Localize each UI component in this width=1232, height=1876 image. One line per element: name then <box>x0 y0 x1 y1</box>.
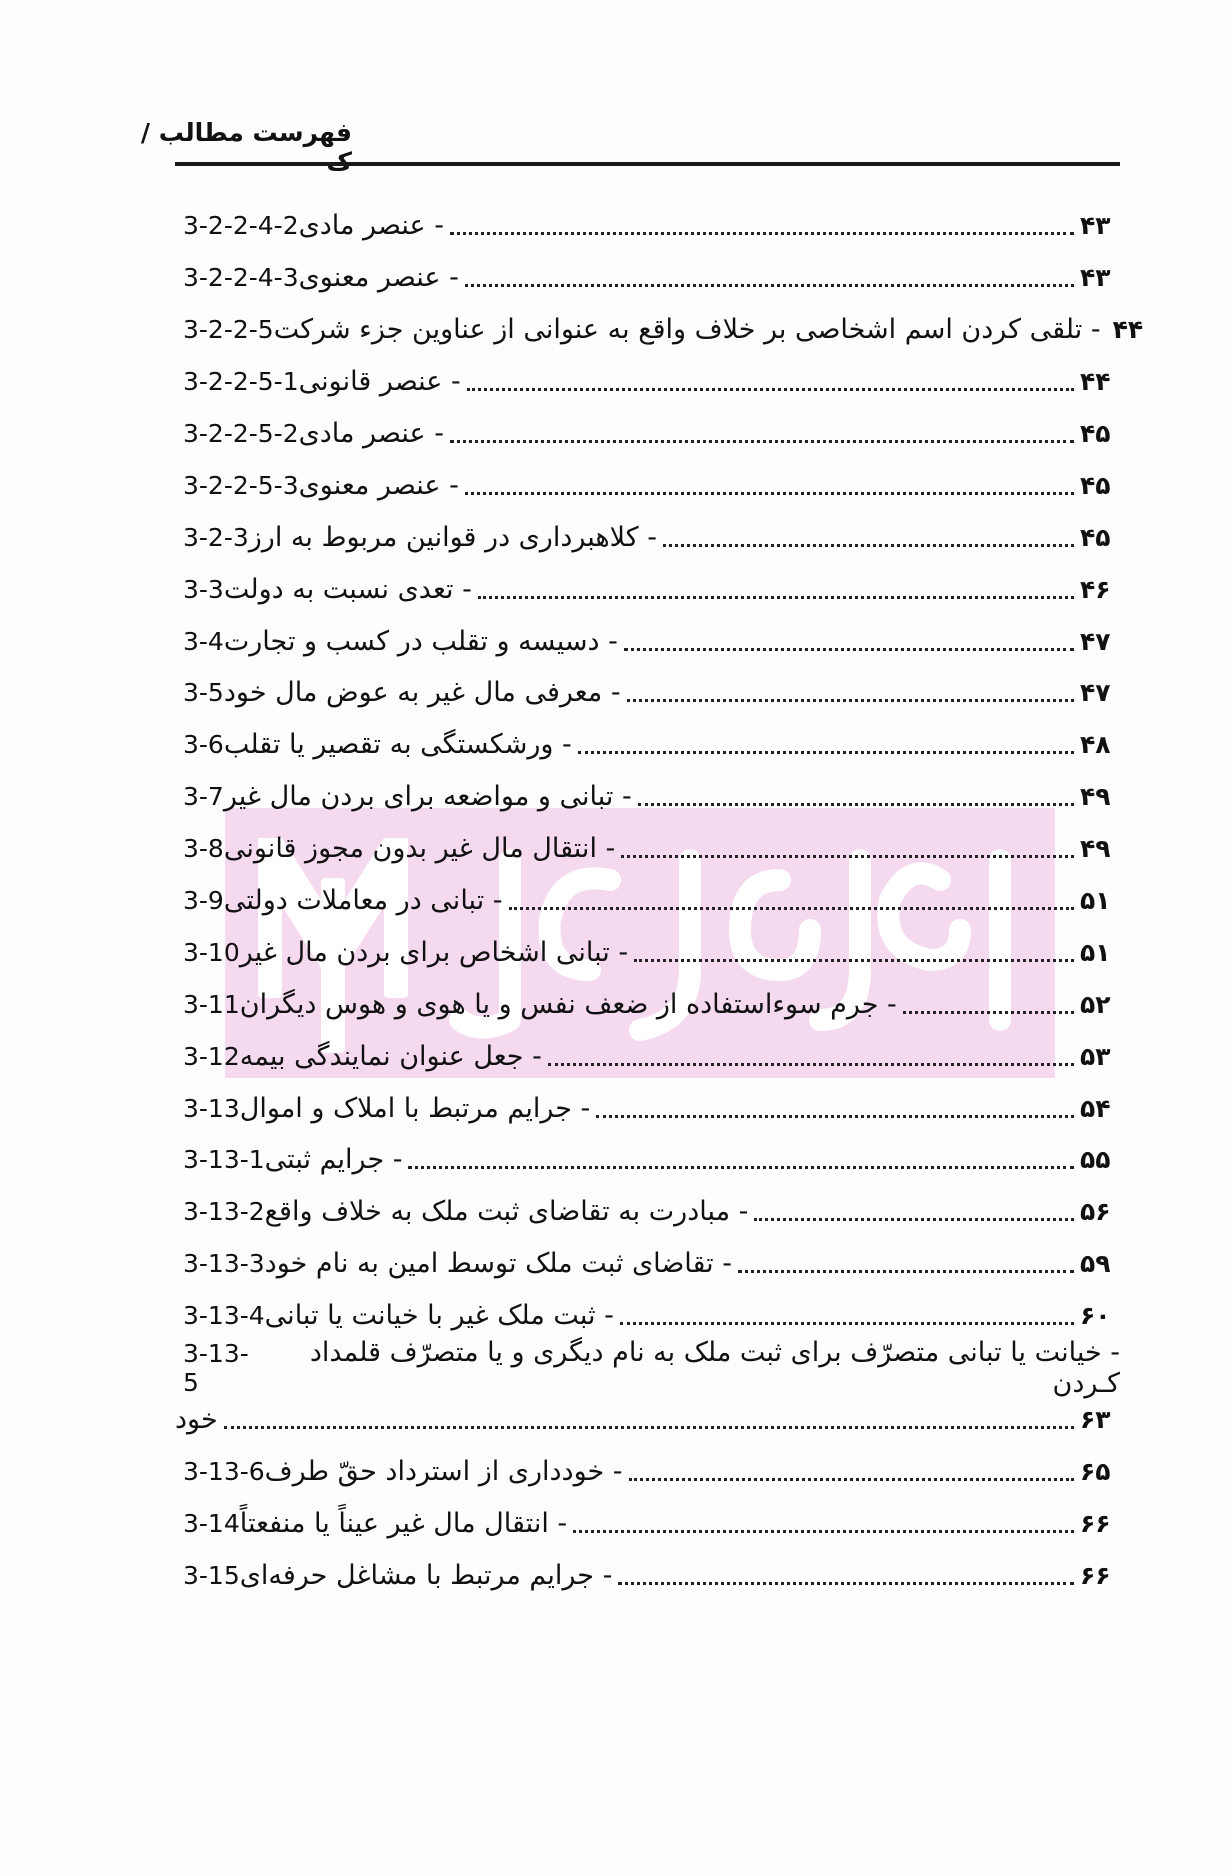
toc-entry-title: - جرایم مرتبط با املاک و اموال <box>239 1092 591 1124</box>
dot-leader <box>465 284 1074 287</box>
toc-entry[interactable] <box>175 408 1120 460</box>
toc-entry-page: ۴۶ <box>1080 574 1111 604</box>
toc-entry[interactable] <box>175 1134 1120 1186</box>
toc-entry-title: - مبادرت به تقاضای ثبت ملک به خلاف واقع <box>264 1196 749 1228</box>
toc-entry-page: ۴۴ <box>1080 367 1111 397</box>
toc-entry-page: ۴۷ <box>1080 626 1111 656</box>
toc-entry-page: ۴۹ <box>1080 834 1111 864</box>
toc-entry-number: 3-2-2-5-2 <box>183 419 299 448</box>
toc-entry-wrapped[interactable] <box>175 1336 1120 1446</box>
toc-entry-page: ۴۵ <box>1080 419 1111 448</box>
toc-entry-title: - عنصر مادی <box>298 418 444 449</box>
toc-entry-title: - خودداری از استرداد حقّ طرف <box>264 1455 623 1487</box>
toc-entry-title: - تبانی و مواضعه برای بردن مال غیر <box>223 781 632 813</box>
toc-entry-title: - انتقال مال غیر بدون مجوز قانونی <box>223 833 616 865</box>
toc-entry-page: ۶۶ <box>1080 1508 1111 1538</box>
toc-entry-number: 3-13 <box>183 1093 240 1123</box>
toc-entry[interactable] <box>175 1030 1120 1082</box>
toc-entry-title: - خیانت یا تبانی متصرّف برای ثبت ملک به نام دیگری و یا متصرّف قلمداد کـردن <box>309 1336 1120 1399</box>
dot-leader <box>578 751 1074 754</box>
toc-entry[interactable] <box>175 719 1120 771</box>
toc-entry-title: - جرم سوءاستفاده از ضعف نفس و یا هوی و هوس دیگران <box>239 988 897 1020</box>
toc-entry-page: ۶۳ <box>1080 1404 1111 1434</box>
toc-entry[interactable] <box>175 1549 1120 1601</box>
toc-entry[interactable] <box>175 511 1120 563</box>
dot-leader <box>634 959 1074 962</box>
toc-entry-number: 3-3 <box>183 574 224 604</box>
toc-entry[interactable] <box>175 200 1120 252</box>
toc-entry[interactable] <box>175 615 1120 667</box>
dot-leader <box>618 1582 1074 1585</box>
toc-entry[interactable] <box>175 823 1120 875</box>
toc-entry-title: - عنصر قانونی <box>298 366 461 398</box>
toc-entry-page: ۵۴ <box>1080 1093 1111 1123</box>
dot-leader <box>620 1322 1074 1325</box>
dot-leader <box>224 1426 1074 1429</box>
toc-entry-page: ۵۶ <box>1080 1197 1111 1227</box>
toc-entry-title: - تعدی نسبت به دولت <box>223 573 472 605</box>
toc-entry-page: ۵۳ <box>1080 1041 1111 1071</box>
toc-entry-page: ۴۳ <box>1080 211 1111 241</box>
toc-entry-page: ۶۵ <box>1080 1456 1111 1486</box>
toc-entry[interactable] <box>175 563 1120 615</box>
toc-entry-number: 3-5 <box>183 678 224 708</box>
toc-entry-page: ۴۹ <box>1080 782 1111 812</box>
dot-leader <box>573 1530 1074 1533</box>
dot-leader <box>478 596 1074 599</box>
dot-leader <box>465 492 1074 495</box>
toc-entry-page: ۴۵ <box>1080 470 1111 500</box>
toc-entry-title: - عنصر معنوی <box>298 469 459 501</box>
dot-leader <box>509 907 1074 910</box>
toc-entry-page: ۴۳ <box>1080 263 1111 293</box>
toc-entry-page: ۴۷ <box>1080 678 1111 708</box>
dot-leader <box>903 1011 1074 1014</box>
toc-entry[interactable] <box>175 356 1120 408</box>
toc-entry-number: 3-7 <box>183 782 224 812</box>
toc-entry-title: - جرایم مرتبط با مشاغل حرفه‌ای <box>239 1559 613 1591</box>
dot-leader <box>467 388 1074 391</box>
toc-entry[interactable] <box>175 1186 1120 1238</box>
toc-entry-number: 3-13-6 <box>183 1456 265 1486</box>
toc-entry-number: 3-15 <box>183 1560 240 1590</box>
toc-entry-title: - تلقی کردن اسم اشخاصی بر خلاف واقع به عنوانی از عناوین جزء شرکت <box>273 314 1101 346</box>
dot-leader <box>596 1115 1074 1118</box>
dot-leader <box>627 699 1074 702</box>
dot-leader <box>738 1270 1074 1273</box>
dot-leader <box>624 648 1074 651</box>
toc-entry-number: 3-6 <box>183 730 224 760</box>
toc-entry-line-2 <box>175 1393 1120 1445</box>
toc-entry-title: - عنصر معنوی <box>298 262 459 294</box>
toc-entry-page: ۴۴ <box>1112 315 1144 345</box>
toc-entry-page: ۵۲ <box>1080 989 1111 1019</box>
toc-entry[interactable] <box>175 667 1120 719</box>
toc-entry-number: 3-12 <box>183 1041 240 1071</box>
toc-entry-number: 3-13-5 <box>183 1338 249 1397</box>
toc-entry-title: - تقاضای ثبت ملک توسط امین به نام خود <box>264 1248 732 1280</box>
toc-entry[interactable] <box>175 978 1120 1030</box>
toc-entry-number: 3-2-2-5 <box>183 315 274 345</box>
toc-entry-number: 3-14 <box>183 1508 240 1538</box>
toc-entry-page: ۵۱ <box>1080 937 1111 967</box>
toc-entry-title: - انتقال مال غیر عیناً یا منفعتاً <box>239 1507 568 1539</box>
toc-entry-number: 3-13-4 <box>183 1301 265 1331</box>
toc-entry-title: - کلاهبرداری در قوانین مربوط به ارز <box>248 521 657 553</box>
toc-entry[interactable] <box>175 1290 1120 1342</box>
dot-leader <box>638 803 1074 806</box>
toc-entry-page: ۵۵ <box>1080 1145 1111 1175</box>
toc-entry-page: ۵۹ <box>1080 1249 1111 1279</box>
toc-entry-page: ۶۶ <box>1080 1560 1111 1590</box>
toc-entry[interactable] <box>175 1082 1120 1134</box>
toc-entry-number: 3-8 <box>183 834 224 864</box>
toc-entry-number: 3-2-2-4-3 <box>183 263 299 293</box>
toc-entry[interactable] <box>175 875 1120 927</box>
page-header-title: فهرست مطالب / <box>140 118 352 147</box>
toc-entry-number: 3-13-3 <box>183 1249 265 1279</box>
dot-leader <box>450 232 1074 235</box>
toc-entry-number: 3-9 <box>183 886 224 916</box>
toc-entry-title: - ورشکستگی به تقصیر یا تقلب <box>223 729 572 761</box>
toc-entry-title: - جرایم ثبتی <box>264 1144 403 1176</box>
dot-leader <box>408 1166 1074 1169</box>
dot-leader <box>621 855 1074 858</box>
toc-entry-title: - ثبت ملک غیر با خیانت یا تبانی <box>264 1300 614 1332</box>
toc-entry[interactable] <box>175 304 1144 356</box>
dot-leader <box>450 440 1074 443</box>
toc-entry-title-continued: خود <box>175 1403 218 1435</box>
table-of-contents <box>175 200 1144 1601</box>
dot-leader <box>629 1478 1074 1481</box>
toc-entry[interactable] <box>175 459 1120 511</box>
toc-entry[interactable] <box>175 771 1120 823</box>
toc-entry-title: - تبانی در معاملات دولتی <box>223 885 503 917</box>
toc-entry-page: ۵۱ <box>1080 886 1111 916</box>
toc-entry-number: 3-13-2 <box>183 1197 265 1227</box>
toc-entry-title: - دسیسه و تقلب در کسب و تجارت <box>223 625 618 657</box>
toc-entry-number: 3-2-2-5-3 <box>183 470 299 500</box>
toc-entry-number: 3-10 <box>183 937 240 967</box>
toc-entry-page: ۶۰ <box>1080 1301 1111 1331</box>
toc-entry-title: - معرفی مال غیر به عوض مال خود <box>223 677 621 709</box>
toc-entry-number: 3-2-2-5-1 <box>183 367 299 397</box>
toc-entry[interactable] <box>175 1497 1120 1549</box>
toc-entry-title: - تبانی اشخاص برای بردن مال غیر <box>239 936 629 968</box>
toc-entry-page: ۴۸ <box>1080 730 1111 760</box>
dot-leader <box>754 1218 1074 1221</box>
toc-entry[interactable] <box>175 252 1120 304</box>
dot-leader <box>663 544 1074 547</box>
toc-entry-number: 3-11 <box>183 989 240 1019</box>
toc-entry-number: 3-2-3 <box>183 522 249 552</box>
toc-entry[interactable] <box>175 926 1120 978</box>
toc-entry[interactable] <box>175 1445 1120 1497</box>
toc-entry-title: - جعل عنوان نمایندگی بیمه <box>239 1040 542 1072</box>
dot-leader <box>548 1063 1074 1066</box>
toc-entry-number: 3-2-2-4-2 <box>183 211 299 241</box>
toc-entry[interactable] <box>175 1238 1120 1290</box>
toc-entry-number: 3-13-1 <box>183 1145 265 1175</box>
toc-entry-number: 3-4 <box>183 626 224 656</box>
toc-entry-title: - عنصر مادی <box>298 210 444 242</box>
toc-entry-page: ۴۵ <box>1080 522 1111 552</box>
header-rule <box>175 162 1120 166</box>
toc-entry-line-1 <box>175 1336 1120 1399</box>
